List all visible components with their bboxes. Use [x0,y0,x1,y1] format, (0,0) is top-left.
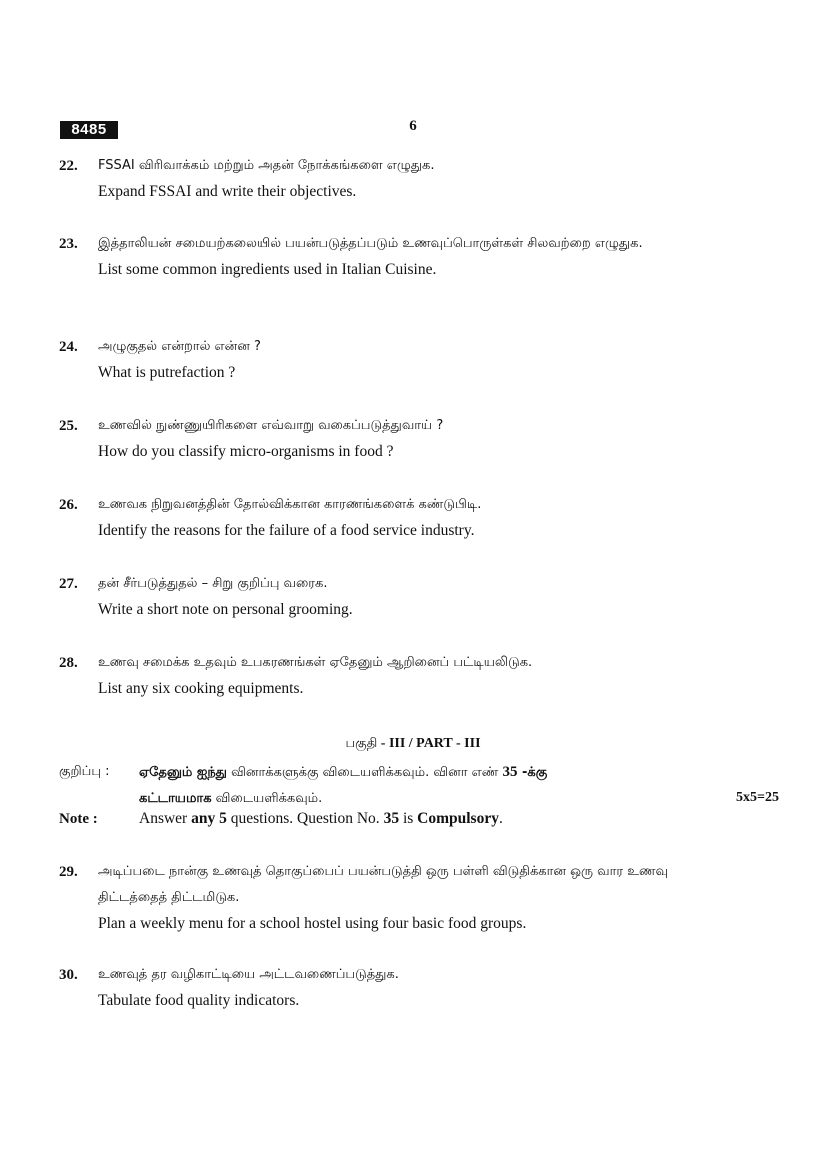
note-text: -க்கு [517,765,548,780]
question-26 [59,492,759,544]
question-number: 29. [59,864,78,880]
question-number: 27. [59,576,78,592]
question-text-tamil: உணவுத் தர வழிகாட்டியை அட்டவணைப்படுத்துக. [98,967,399,982]
note-emphasis: 35 [383,810,400,827]
marks-allocation: 5x5=25 [736,790,779,805]
question-27 [59,571,759,623]
question-text-english: Tabulate food quality indicators. [98,992,300,1009]
question-text-tamil: தன் சீர்படுத்துதல் – சிறு குறிப்பு வரைக. [98,576,328,591]
question-22 [59,153,759,205]
question-text-english: Plan a weekly menu for a school hostel using four basic food groups. [98,915,527,932]
question-text-tamil: உணவில் நுண்ணுயிரிகளை எவ்வாறு வகைப்படுத்துவாய் ? [98,418,444,433]
section-heading-english: - III / PART - III [377,736,481,751]
note-emphasis: கட்டாயமாக [139,791,212,806]
question-text-english: Expand FSSAI and write their objectives. [98,183,357,200]
page-number: 6 [409,118,417,134]
question-text-english: List any six cooking equipments. [98,680,304,697]
question-number: 23. [59,236,78,252]
question-text-tamil: உணவக நிறுவனத்தின் தோல்விக்கான காரணங்களைக் கண்டுபிடி. [98,497,482,512]
question-text-english: List some common ingredients used in Italian Cuisine. [98,261,437,278]
note-emphasis: any 5 [191,810,227,827]
question-30 [59,962,759,1014]
instruction-note-english [59,806,779,832]
section-heading-part-3 [0,732,826,755]
question-number: 22. [59,158,78,174]
question-number: 28. [59,655,78,671]
note-text: வினாக்களுக்கு விடையளிக்கவும். வினா எண் [226,765,503,780]
note-text: . [498,810,503,827]
question-text-tamil: இத்தாலியன் சமையற்கலையில் பயன்படுத்தப்படும் உணவுப்பொருள்கள் சிலவற்றை எழுதுக. [98,236,643,251]
question-text-english: Write a short note on personal grooming. [98,601,353,618]
note-text: Answer [139,810,192,827]
question-text-english: How do you classify micro-organisms in food ? [98,443,394,460]
question-text-tamil: அழுகுதல் என்றால் என்ன ? [98,339,261,354]
question-text-english: Identify the reasons for the failure of a food service industry. [98,522,475,539]
question-25 [59,413,759,465]
note-label-tamil: குறிப்பு : [59,764,110,779]
note-emphasis: Compulsory [417,810,499,827]
note-label-english: Note : [59,811,98,827]
note-text: questions. Question No. [226,810,384,827]
paper-code-badge: 8485 [60,121,118,139]
note-text: விடையளிக்கவும். [211,791,323,806]
question-23 [59,231,759,283]
note-emphasis: ஏதேனும் ஐந்து [139,765,227,780]
question-number: 30. [59,967,78,983]
question-text-tamil: உணவு சமைக்க உதவும் உபகரணங்கள் ஏதேனும் ஆறினைப் பட்டியலிடுக. [98,655,533,670]
question-number: 24. [59,339,78,355]
question-text-english: What is putrefaction ? [98,364,236,381]
note-text: is [399,810,418,827]
note-question-number: 35 [502,764,518,780]
question-24 [59,334,759,386]
question-text-tamil: FSSAI விரிவாக்கம் மற்றும் அதன் நோக்கங்களை எழுதுக. [98,158,435,173]
question-29 [59,859,759,937]
section-heading-tamil: பகுதி [345,736,378,751]
question-number: 26. [59,497,78,513]
note-text-tamil [139,759,779,812]
note-text-english [139,806,779,832]
instruction-note-tamil [59,759,779,812]
question-number: 25. [59,418,78,434]
question-28 [59,650,759,702]
question-text-tamil: அடிப்படை நான்கு உணவுத் தொகுப்பைப் பயன்படுத்தி ஒரு பள்ளி விடுதிக்கான ஒரு வார உணவு திட்டத்தைத் திட்டமிடுக. [98,864,669,905]
